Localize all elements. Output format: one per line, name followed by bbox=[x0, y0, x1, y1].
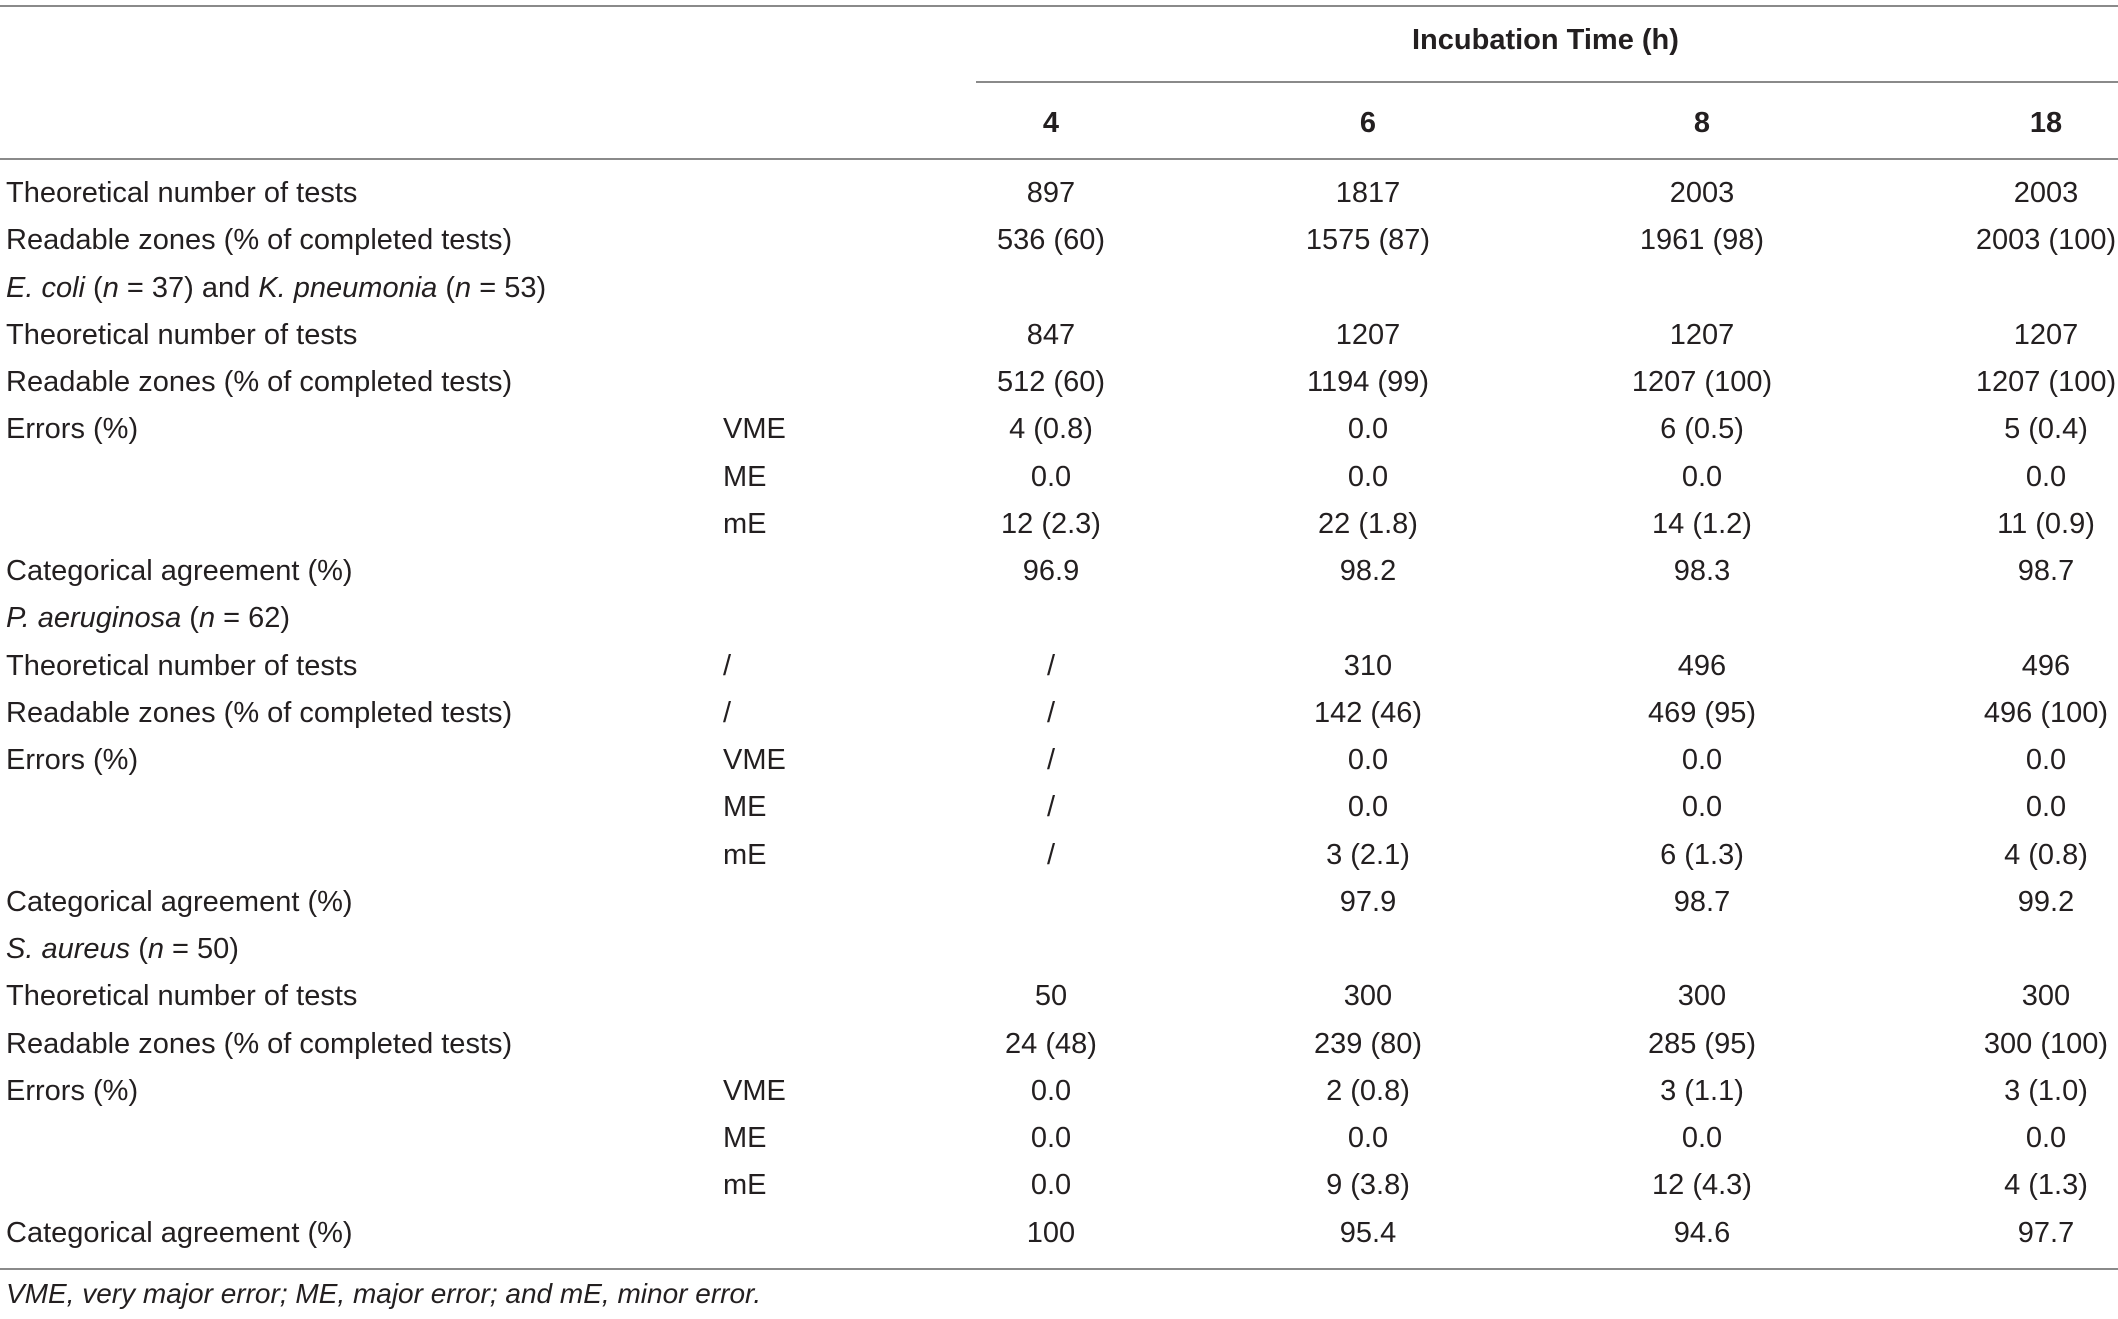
row-error-type: VME bbox=[723, 1074, 786, 1107]
cell-8h: 1207 (100) bbox=[1631, 366, 1773, 398]
cell-18h: 0.0 bbox=[2025, 1122, 2067, 1154]
section-title-part: ( bbox=[181, 602, 199, 635]
section-title-part: n bbox=[455, 271, 472, 304]
section-title-part: P. aeruginosa bbox=[6, 602, 182, 635]
cell-18h: 99.2 bbox=[2017, 885, 2075, 918]
cell-4h: 0.0 bbox=[1030, 1169, 1072, 1202]
cell-6h: 1194 (99) bbox=[1307, 366, 1429, 398]
row-error-type: / bbox=[723, 649, 732, 682]
section-title-part: n bbox=[102, 271, 119, 304]
cell-4h: / bbox=[1046, 791, 1056, 824]
section-title bbox=[6, 265, 546, 312]
section-title-part: n bbox=[198, 602, 216, 635]
table-bottom-rule bbox=[0, 1268, 2118, 1270]
row-error-type: / bbox=[723, 696, 732, 729]
table-row bbox=[0, 1115, 2118, 1162]
row-label: Theoretical number of tests bbox=[6, 318, 358, 351]
table-row bbox=[0, 170, 2118, 217]
cell-6h: 1817 bbox=[1335, 177, 1401, 209]
cell-18h: 98.7 bbox=[2017, 555, 2075, 587]
col-header-18h: 18 bbox=[2029, 107, 2063, 139]
table-row bbox=[0, 217, 2118, 264]
table-footnote: VME, very major error; ME, major error; and mE, minor error. bbox=[6, 1278, 762, 1309]
cell-6h: 98.2 bbox=[1339, 555, 1397, 587]
row-label: Theoretical number of tests bbox=[6, 649, 358, 682]
cell-6h: 0.0 bbox=[1347, 460, 1389, 493]
cell-6h: 0.0 bbox=[1347, 791, 1389, 824]
cell-4h: 897 bbox=[1026, 177, 1076, 209]
cell-4h: / bbox=[1046, 696, 1056, 729]
cell-18h: 1207 (100) bbox=[1975, 366, 2117, 398]
cell-18h: 5 (0.4) bbox=[2004, 413, 2088, 446]
cell-4h: 512 (60) bbox=[996, 366, 1106, 398]
section-title-part: E. coli bbox=[6, 271, 85, 304]
cell-18h: 4 (1.3) bbox=[2004, 1169, 2088, 1202]
cell-6h: 95.4 bbox=[1339, 1216, 1397, 1249]
table-row bbox=[0, 973, 2118, 1020]
cell-4h: 536 (60) bbox=[996, 224, 1106, 257]
cell-18h: 496 bbox=[2021, 649, 2071, 682]
table-row bbox=[0, 1210, 2118, 1257]
cell-18h: 300 bbox=[2021, 980, 2071, 1013]
cell-4h: 0.0 bbox=[1030, 1122, 1072, 1154]
row-label: Categorical agreement (%) bbox=[6, 1216, 353, 1249]
cell-4h: 100 bbox=[1026, 1216, 1076, 1249]
table-row bbox=[0, 312, 2118, 359]
cell-6h: 2 (0.8) bbox=[1326, 1074, 1410, 1107]
row-label: Readable zones (% of completed tests) bbox=[6, 696, 513, 729]
cell-8h: 1961 (98) bbox=[1639, 224, 1765, 257]
table-row bbox=[0, 501, 2118, 548]
section-title-part: = 53) bbox=[471, 271, 547, 304]
row-label: Categorical agreement (%) bbox=[6, 555, 353, 587]
cell-8h: 14 (1.2) bbox=[1652, 507, 1752, 540]
cell-18h: 300 (100) bbox=[1983, 1027, 2109, 1060]
cell-4h: / bbox=[1046, 838, 1056, 871]
cell-18h: 0.0 bbox=[2025, 460, 2067, 493]
cell-8h: 2003 bbox=[1669, 177, 1735, 209]
table-row bbox=[0, 406, 2118, 453]
cell-4h: 12 (2.3) bbox=[1001, 507, 1101, 540]
cell-4h: / bbox=[1046, 649, 1056, 682]
cell-18h: 4 (0.8) bbox=[2004, 838, 2088, 871]
section-header-row bbox=[0, 595, 2118, 642]
section-title-part: ( bbox=[130, 933, 148, 965]
row-error-type: mE bbox=[723, 507, 767, 540]
col-header-8h: 8 bbox=[1693, 107, 1711, 139]
cell-6h: 97.9 bbox=[1339, 885, 1397, 918]
section-header-row bbox=[0, 926, 2118, 973]
cell-18h: 3 (1.0) bbox=[2004, 1074, 2088, 1107]
section-title bbox=[6, 926, 239, 973]
cell-8h: 98.3 bbox=[1673, 555, 1731, 587]
row-error-type: ME bbox=[723, 791, 767, 824]
cell-18h: 496 (100) bbox=[1983, 696, 2109, 729]
cell-18h: 97.7 bbox=[2017, 1216, 2075, 1249]
cell-6h: 310 bbox=[1343, 649, 1393, 682]
cell-18h: 1207 bbox=[2013, 318, 2079, 351]
cell-8h: 98.7 bbox=[1673, 885, 1731, 918]
table-row bbox=[0, 643, 2118, 690]
cell-4h: 0.0 bbox=[1030, 460, 1072, 493]
cell-8h: 1207 bbox=[1669, 318, 1735, 351]
row-label: Readable zones (% of completed tests) bbox=[6, 1027, 513, 1060]
section-title-part: = 50) bbox=[164, 933, 239, 965]
cell-4h: 50 bbox=[1034, 980, 1068, 1013]
row-label: Categorical agreement (%) bbox=[6, 885, 353, 918]
table-row bbox=[0, 454, 2118, 501]
row-error-type: ME bbox=[723, 460, 767, 493]
row-error-type: ME bbox=[723, 1122, 767, 1154]
cell-6h: 22 (1.8) bbox=[1318, 507, 1418, 540]
table-row bbox=[0, 1068, 2118, 1115]
cell-4h: 96.9 bbox=[1022, 555, 1080, 587]
row-label: Errors (%) bbox=[6, 413, 139, 446]
cell-18h: 11 (0.9) bbox=[1997, 507, 2095, 540]
cell-6h: 0.0 bbox=[1347, 744, 1389, 776]
col-header-6h: 6 bbox=[1359, 107, 1377, 139]
cell-8h: 6 (1.3) bbox=[1660, 838, 1744, 871]
section-title-part: K. pneumonia bbox=[258, 271, 438, 304]
row-error-type: VME bbox=[723, 413, 786, 446]
row-label: Readable zones (% of completed tests) bbox=[6, 224, 513, 257]
row-error-type: VME bbox=[723, 744, 786, 776]
cell-6h: 1575 (87) bbox=[1305, 224, 1431, 257]
section-title-part: = 62) bbox=[215, 602, 291, 635]
row-error-type: mE bbox=[723, 1169, 767, 1202]
row-label: Errors (%) bbox=[6, 1074, 139, 1107]
cell-4h: 4 (0.8) bbox=[1009, 413, 1093, 446]
table-top-rule bbox=[0, 5, 2118, 7]
table-row bbox=[0, 548, 2118, 595]
cell-8h: 0.0 bbox=[1681, 460, 1723, 493]
table-row bbox=[0, 737, 2118, 784]
section-title bbox=[6, 595, 290, 642]
cell-4h: 847 bbox=[1026, 318, 1076, 351]
section-title-part: n bbox=[147, 933, 164, 965]
cell-6h: 3 (2.1) bbox=[1326, 838, 1410, 871]
section-header-row bbox=[0, 265, 2118, 312]
cell-6h: 0.0 bbox=[1347, 413, 1389, 446]
cell-8h: 0.0 bbox=[1681, 744, 1723, 776]
col-header-4h: 4 bbox=[1042, 107, 1060, 139]
table-row bbox=[0, 1162, 2118, 1209]
cell-4h: / bbox=[1046, 744, 1056, 776]
section-title-part: S. aureus bbox=[6, 933, 131, 965]
cell-8h: 6 (0.5) bbox=[1660, 413, 1744, 446]
group-header-rule bbox=[976, 81, 2118, 83]
table-row bbox=[0, 359, 2118, 406]
table-row bbox=[0, 879, 2118, 926]
cell-6h: 142 (46) bbox=[1313, 696, 1423, 729]
cell-6h: 9 (3.8) bbox=[1326, 1169, 1410, 1202]
cell-8h: 496 bbox=[1677, 649, 1727, 682]
cell-8h: 0.0 bbox=[1681, 791, 1723, 824]
cell-8h: 285 (95) bbox=[1647, 1027, 1757, 1060]
row-label: Readable zones (% of completed tests) bbox=[6, 366, 513, 398]
cell-8h: 94.6 bbox=[1673, 1216, 1731, 1249]
row-label: Errors (%) bbox=[6, 744, 139, 776]
cell-4h: 0.0 bbox=[1030, 1074, 1072, 1107]
cell-8h: 12 (4.3) bbox=[1652, 1169, 1752, 1202]
row-error-type: mE bbox=[723, 838, 767, 871]
row-label: Theoretical number of tests bbox=[6, 177, 358, 209]
cell-6h: 1207 bbox=[1335, 318, 1401, 351]
header-bottom-rule bbox=[0, 158, 2118, 160]
cell-8h: 0.0 bbox=[1681, 1122, 1723, 1154]
section-title-part: = 37) and bbox=[118, 271, 259, 304]
cell-8h: 3 (1.1) bbox=[1660, 1074, 1744, 1107]
cell-6h: 239 (80) bbox=[1313, 1027, 1423, 1060]
cell-18h: 2003 (100) bbox=[1975, 224, 2117, 257]
cell-18h: 0.0 bbox=[2025, 791, 2067, 824]
cell-4h: 24 (48) bbox=[1005, 1027, 1097, 1060]
cell-8h: 469 (95) bbox=[1647, 696, 1757, 729]
table-row bbox=[0, 1021, 2118, 1068]
section-title-part: ( bbox=[84, 271, 103, 304]
section-title-part: ( bbox=[437, 271, 455, 304]
cell-18h: 0.0 bbox=[2025, 744, 2067, 776]
table-row bbox=[0, 690, 2118, 737]
cell-18h: 2003 bbox=[2013, 177, 2079, 209]
table-row bbox=[0, 832, 2118, 879]
table-row bbox=[0, 784, 2118, 831]
row-label: Theoretical number of tests bbox=[6, 980, 358, 1013]
incubation-time-header: Incubation Time (h) bbox=[1412, 24, 1679, 56]
cell-6h: 0.0 bbox=[1347, 1122, 1389, 1154]
cell-6h: 300 bbox=[1343, 980, 1393, 1013]
cell-8h: 300 bbox=[1677, 980, 1727, 1013]
